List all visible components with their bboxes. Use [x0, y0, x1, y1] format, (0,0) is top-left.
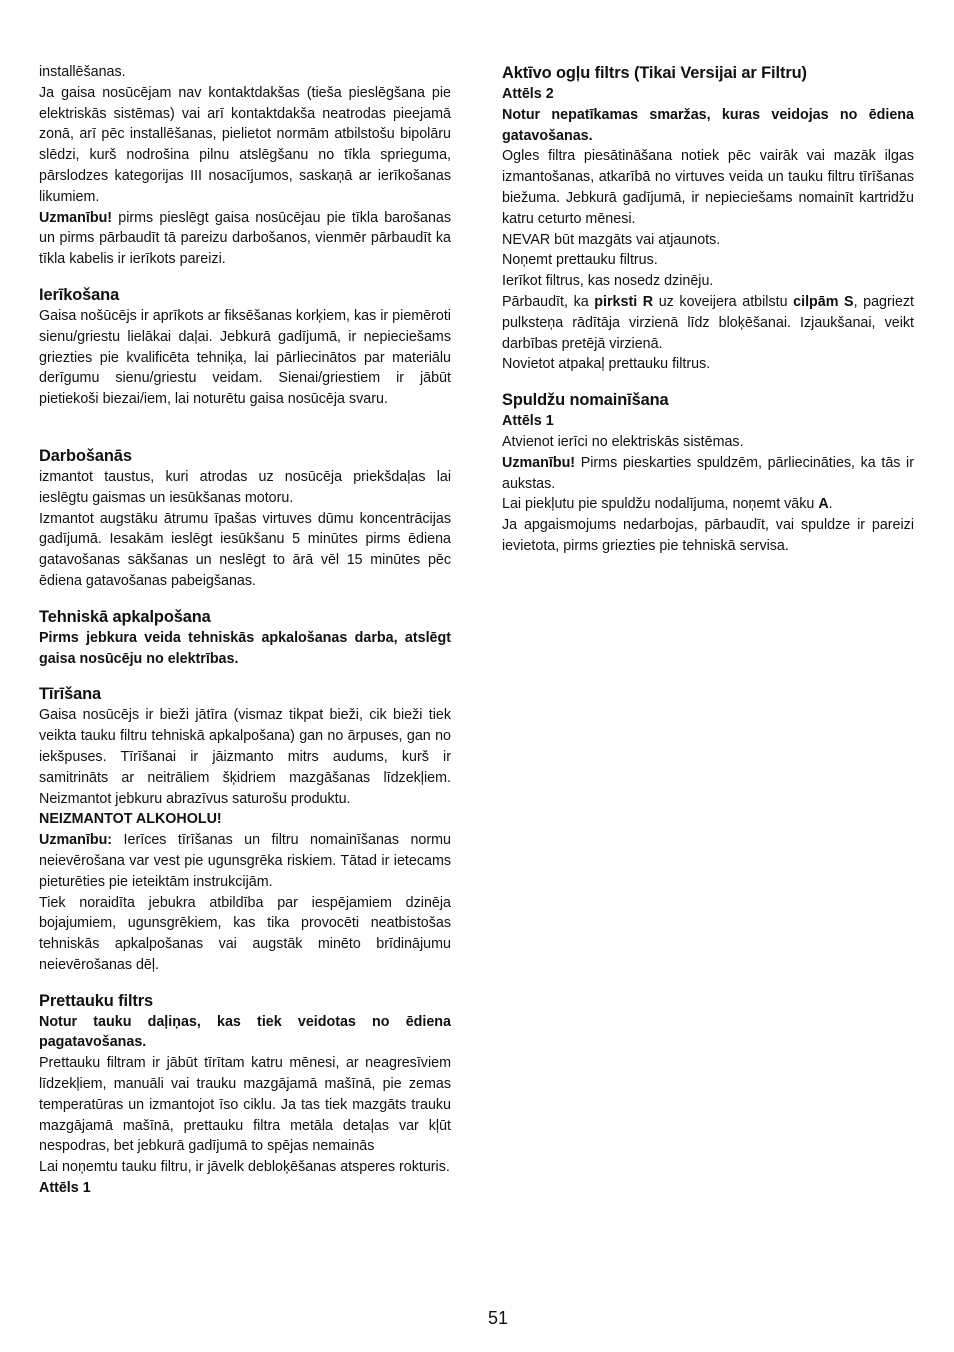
- darbosanas-paragraph-1: izmantot taustus, kuri atrodas uz nosūcēja priekšdaļas lai ieslēgtu gaismas un iesūkšanas motoru.: [39, 468, 451, 506]
- tirisana-paragraph-4: Tiek noraidīta jebukra atbildība par iespējamiem dzinēja bojajumiem, ugunsgrēkiem, kas tika provocēti neatbistošas tehniskās apkalpošanas vai augstāk minēto brīdinājumu neievērošanas dēļ.: [39, 894, 451, 973]
- prettauku-paragraph-2: Prettauku filtram ir jābūt tīrītam katru mēnesi, ar neagresīviem līdzekļiem, manuāli vai trauku mazgājamā mašīnā, pie zemas temperatūras un izmantojot īso ciklu. Ja tas tiek mazgāts trauku mazgājamā mašīnā, prettauku filtra metāla detaļas var kļūt nespodras, bet jebkurā gadījumā to spējas nemainās: [39, 1055, 451, 1155]
- section-title-ierikosana: Ierīkošana: [39, 285, 120, 304]
- warning-text: pirms pieslēgt gaisa nosūcējau pie tīkla barošanas un pirms pārbaudīt tā pareizu darbošanos, vienmēr pārbaudīt ka tīkla kabelis ir ierīkots pareizi.: [39, 209, 451, 268]
- section-title-spuldzu: Spuldžu nomainīšana: [502, 391, 669, 410]
- aktivo-figure-ref: Attēls 2: [502, 86, 554, 102]
- intro-warning: [39, 208, 451, 270]
- aktivo-paragraph-5: Ierīkot filtrus, kas nosedz dzinēju.: [502, 273, 714, 290]
- darbosanas-paragraph-2: Izmantot augstāku ātrumu īpašas virtuves dūmu koncentrācijas gadījumā. Iesakām ieslēgt iesūkšanu 5 minūtes pirms ēdiena gatavošanas sākšanas un neslēgt to ārā vēl 15 minūtes pēc ēdiena gatavošanas pabeigšanas.: [39, 510, 451, 589]
- ierikosana-paragraph: Gaisa nošūcējs ir aprīkots ar fiksēšanas korķiem, kas ir piemēroti sienu/griestu lielākai daļai. Jebkurā gadījumā, ir nepieciešams griezties pie kvalificēta tehniķa, lai pārliecinātos par materiālu derīgumu sienu/griestu veidam. Sienai/griestiem ir jābūt pietiekoši biezai/iem, lai noturētu gaisa nosūcēja svaru.: [39, 307, 451, 408]
- aktivo-paragraph-1: Notur nepatīkamas smaržas, kuras veidojas no ēdiena gatavošanas.: [502, 106, 914, 144]
- warning-text: Ierīces tīrīšanas un filtru nomainīšanas normu neievērošana var vest pie ugunsgrēka riskiem. Tātad ir ietecams pieturēties pie ieteiktām instrukcijām.: [39, 832, 451, 890]
- intro-paragraph-2: Ja gaisa nosūcējam nav kontaktdakšas (tieša pieslēgšana pie elektriskās sistēmas) vai arī kontaktdakša neatrodas pieejamā zonā, arī pēc installēšanas, pielietot normām atbilstošu bipolāru slēdzi, kurš nodrošina pilnu atslēgšanu no tīkla sprieguma, pārslodzes kategorijas III nosacījumos, saskaņā ar ierīkošanas likumiem.: [39, 84, 451, 205]
- tirisana-warning: [39, 830, 451, 892]
- prettauku-paragraph-1: Notur tauku daļiņas, kas tiek veidotas no ēdiena pagatavošanas.: [39, 1013, 451, 1051]
- text-run: .: [828, 496, 833, 513]
- tehniska-paragraph: Pirms jebkura veida tehniskās apkalošanas darba, atslēgt gaisa nosūcēju no elektrības.: [39, 629, 451, 667]
- text-run: Lai piekļutu pie spuldžu nodalījuma, noņemt vāku: [502, 496, 819, 513]
- spuldzu-figure-ref: Attēls 1: [502, 413, 554, 430]
- section-title-prettauku: Prettauku filtrs: [39, 991, 154, 1010]
- prettauku-figure-ref: Attēls 1: [39, 1180, 91, 1197]
- aktivo-paragraph-2: Ogles filtra piesātināšana notiek pēc vairāk vai mazāk ilgas izmantošanas, atkarībā no virtuves veida un tauku filtru tīrīšanas biežuma. Jebkurā gadījumā, ir nepieciešams nomainīt kartridžu katru ceturto mēnesi.: [502, 148, 914, 227]
- spuldzu-paragraph-1: Atvienot ierīci no elektriskās sistēmas.: [502, 433, 744, 450]
- warning-label: Uzmanību!: [502, 454, 576, 471]
- aktivo-paragraph-6: [502, 292, 914, 354]
- section-title-darbosanas: Darbošanās: [39, 446, 132, 465]
- text-run-bold: A: [818, 496, 829, 513]
- warning-label: Uzmanību:: [39, 832, 113, 849]
- text-run-bold: cilpām S: [793, 293, 854, 310]
- left-column: [39, 62, 451, 1199]
- page-number: 51: [487, 1308, 509, 1328]
- warning-text: Pirms pieskarties spuldzēm, pārliecināties, ka tās ir aukstas.: [502, 454, 914, 492]
- prettauku-paragraph-3: Lai noņemtu tauku filtru, ir jāvelk debloķēšanas atsperes rokturis.: [39, 1159, 450, 1176]
- aktivo-paragraph-7: Novietot atpakaļ prettauku filtrus.: [502, 356, 711, 373]
- section-title-aktivo: Aktīvo ogļu filtrs (Tikai Versijai ar Filtru): [502, 64, 807, 82]
- spuldzu-paragraph-3: [502, 494, 914, 515]
- intro-paragraph-1: installēšanas.: [39, 64, 126, 80]
- text-run: uz koveijera atbilstu: [653, 293, 794, 310]
- section-title-tehniska: Tehniskā apkalpošana: [39, 607, 211, 626]
- text-run: Pārbaudīt, ka: [502, 293, 595, 310]
- tirisana-no-alcohol: NEIZMANTOT ALKOHOLU!: [39, 811, 222, 828]
- warning-label: Uzmanību!: [39, 209, 113, 226]
- aktivo-paragraph-3: NEVAR būt mazgāts vai atjaunots.: [502, 231, 721, 248]
- tirisana-paragraph-1: Gaisa nosūcējs ir bieži jātīra (vismaz tikpat bieži, cik bieži tiek veikta tauku filtru tehniskā apkalpošana) gan no ārpuses, gan no iekšpuses. Tīrīšanai ir jāizmanto mitrs audums, kurš ir samitrināts ar neitrāliem šķidriem mazgāšanas līdzekļiem. Neizmantot jebkuru abrazīvus saturošu produktu.: [39, 707, 451, 807]
- text-run: , pagriezt pulksteņa rādītāja virzienā līdz bloķēšanai. Izjaukšanai, veikt darbības pretējā virzienā.: [502, 293, 915, 352]
- right-column: [502, 62, 914, 557]
- text-run-bold: pirksti R: [594, 293, 654, 310]
- spuldzu-paragraph-4: Ja apgaismojums nedarbojas, pārbaudīt, vai spuldze ir pareizi ievietota, pirms griezties pie tehniskā servisa.: [502, 517, 914, 554]
- spuldzu-warning: [502, 453, 914, 495]
- section-title-tirisana: Tīrīšana: [39, 685, 102, 704]
- aktivo-paragraph-4: Noņemt prettauku filtrus.: [502, 252, 658, 269]
